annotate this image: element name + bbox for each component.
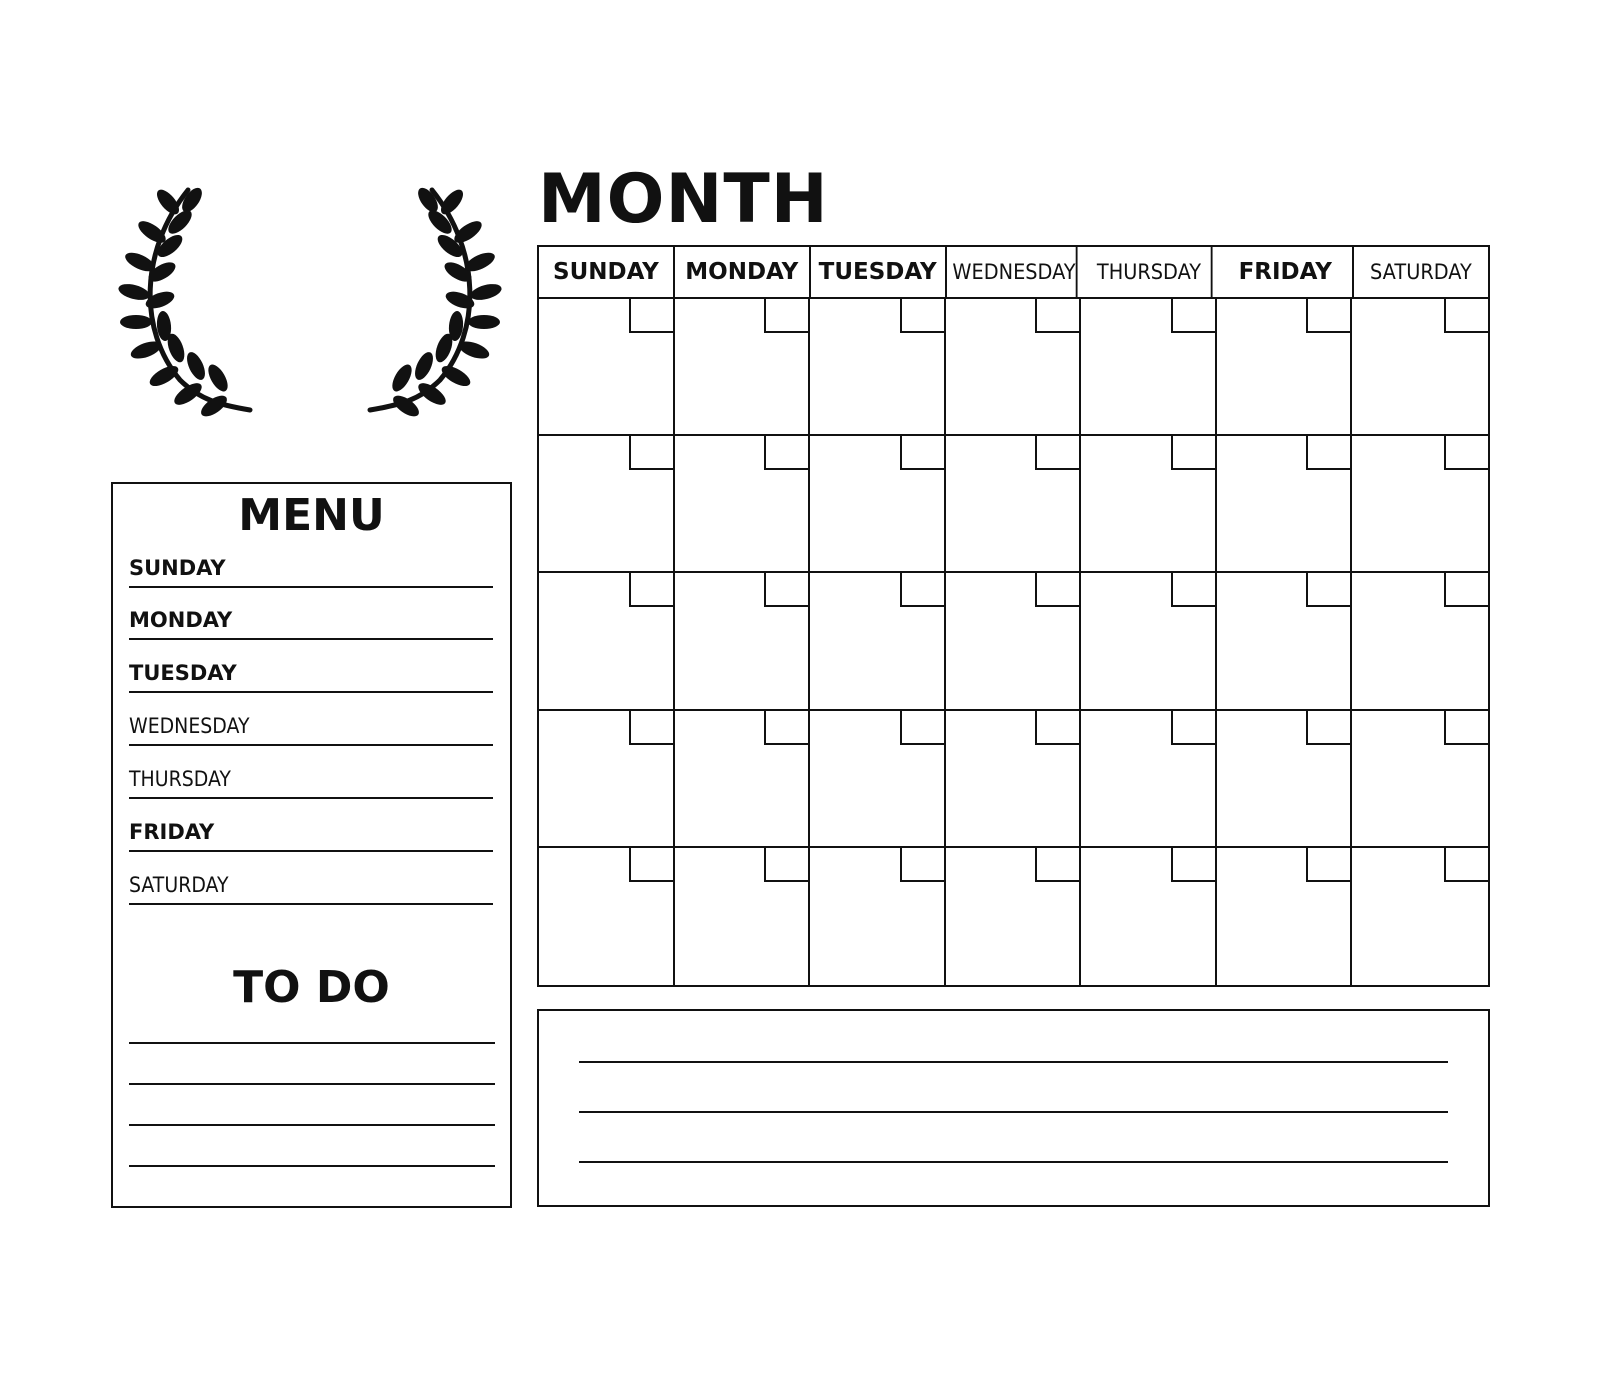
date-number-box[interactable] [629, 711, 673, 745]
day-cell[interactable] [1217, 299, 1353, 436]
menu-day-label: THURSDAY [129, 767, 231, 791]
laurel-wreath-icon [100, 180, 520, 430]
date-number-box[interactable] [900, 848, 944, 882]
day-cell[interactable] [810, 711, 946, 848]
day-cell[interactable] [1217, 848, 1353, 985]
weekday-header-sunday: SUNDAY [539, 247, 675, 297]
day-cell[interactable] [810, 436, 946, 573]
date-number-box[interactable] [900, 573, 944, 607]
day-cell[interactable] [1352, 711, 1488, 848]
day-cell[interactable] [1081, 848, 1217, 985]
date-number-box[interactable] [1171, 299, 1215, 333]
day-cell[interactable] [1081, 573, 1217, 710]
day-cell[interactable] [675, 573, 811, 710]
date-number-box[interactable] [1035, 436, 1079, 470]
menu-day-label: SATURDAY [129, 873, 229, 897]
date-number-box[interactable] [629, 848, 673, 882]
day-cell[interactable] [946, 711, 1082, 848]
day-cell[interactable] [1352, 299, 1488, 436]
date-number-box[interactable] [1306, 436, 1350, 470]
notes-line[interactable] [579, 1061, 1448, 1063]
date-number-box[interactable] [764, 711, 808, 745]
day-cell[interactable] [539, 711, 675, 848]
calendar-body [539, 299, 1488, 985]
menu-todo-panel [111, 482, 512, 1208]
day-cell[interactable] [539, 573, 675, 710]
date-number-box[interactable] [1035, 711, 1079, 745]
day-cell[interactable] [539, 299, 675, 436]
date-number-box[interactable] [1306, 573, 1350, 607]
date-number-box[interactable] [1444, 436, 1488, 470]
menu-day-label: MONDAY [129, 608, 233, 632]
date-number-box[interactable] [1444, 848, 1488, 882]
day-cell[interactable] [1081, 299, 1217, 436]
day-cell[interactable] [810, 299, 946, 436]
day-cell[interactable] [1217, 436, 1353, 573]
day-cell[interactable] [1352, 436, 1488, 573]
day-cell[interactable] [946, 436, 1082, 573]
day-cell[interactable] [946, 299, 1082, 436]
day-cell[interactable] [946, 848, 1082, 985]
day-cell[interactable] [1217, 711, 1353, 848]
day-cell[interactable] [675, 436, 811, 573]
weekday-header-tuesday: TUESDAY [811, 247, 947, 297]
date-number-box[interactable] [1306, 848, 1350, 882]
date-number-box[interactable] [1444, 573, 1488, 607]
month-title[interactable]: MONTH [538, 160, 829, 239]
menu-row-sunday[interactable] [129, 552, 493, 588]
date-number-box[interactable] [764, 848, 808, 882]
date-number-box[interactable] [629, 299, 673, 333]
weekday-header-monday: MONDAY [675, 247, 811, 297]
menu-row-wednesday[interactable] [129, 710, 493, 746]
day-cell[interactable] [675, 711, 811, 848]
menu-day-label: WEDNESDAY [129, 714, 250, 738]
menu-row-tuesday[interactable] [129, 657, 493, 693]
date-number-box[interactable] [764, 573, 808, 607]
notes-line[interactable] [579, 1161, 1448, 1163]
day-cell[interactable] [539, 848, 675, 985]
menu-row-thursday[interactable] [129, 763, 493, 799]
day-cell[interactable] [539, 436, 675, 573]
right-laurel-branch-icon [370, 185, 503, 421]
todo-line[interactable] [129, 1165, 495, 1167]
date-number-box[interactable] [1444, 711, 1488, 745]
calendar-grid [537, 245, 1490, 987]
weekday-header-friday: FRIDAY [1218, 247, 1354, 297]
menu-row-monday[interactable] [129, 604, 493, 640]
weekday-header-thursday: THURSDAY [1088, 247, 1213, 297]
menu-row-friday[interactable] [129, 816, 493, 852]
menu-day-label: SUNDAY [129, 556, 226, 580]
weekday-header-saturday: SATURDAY [1370, 260, 1472, 284]
todo-line[interactable] [129, 1124, 495, 1126]
menu-title: MENU [238, 490, 385, 541]
day-cell[interactable] [1352, 848, 1488, 985]
date-number-box[interactable] [1035, 848, 1079, 882]
todo-line[interactable] [129, 1083, 495, 1085]
date-number-box[interactable] [900, 436, 944, 470]
date-number-box[interactable] [1171, 711, 1215, 745]
date-number-box[interactable] [1444, 299, 1488, 333]
day-cell[interactable] [810, 848, 946, 985]
day-cell[interactable] [1352, 573, 1488, 710]
day-cell[interactable] [946, 573, 1082, 710]
calendar-header [539, 247, 1488, 299]
weekday-header-wednesday: WEDNESDAY [952, 247, 1077, 297]
day-cell[interactable] [675, 299, 811, 436]
left-laurel-branch-icon [117, 185, 250, 421]
date-number-box[interactable] [764, 436, 808, 470]
day-cell[interactable] [1081, 436, 1217, 573]
menu-day-label: FRIDAY [129, 820, 215, 844]
menu-day-label: TUESDAY [129, 661, 237, 685]
date-number-box[interactable] [900, 711, 944, 745]
date-number-box[interactable] [1035, 573, 1079, 607]
date-number-box[interactable] [629, 436, 673, 470]
date-number-box[interactable] [1171, 848, 1215, 882]
notes-box[interactable] [537, 1009, 1490, 1207]
todo-line[interactable] [129, 1042, 495, 1044]
date-number-box[interactable] [1171, 436, 1215, 470]
notes-line[interactable] [579, 1111, 1448, 1113]
date-number-box[interactable] [629, 573, 673, 607]
date-number-box[interactable] [1306, 299, 1350, 333]
day-cell[interactable] [675, 848, 811, 985]
date-number-box[interactable] [1171, 573, 1215, 607]
date-number-box[interactable] [900, 299, 944, 333]
day-cell[interactable] [810, 573, 946, 710]
date-number-box[interactable] [1035, 299, 1079, 333]
day-cell[interactable] [1081, 711, 1217, 848]
todo-title: TO DO [233, 962, 390, 1013]
date-number-box[interactable] [764, 299, 808, 333]
date-number-box[interactable] [1306, 711, 1350, 745]
day-cell[interactable] [1217, 573, 1353, 710]
menu-row-saturday[interactable] [129, 869, 493, 905]
